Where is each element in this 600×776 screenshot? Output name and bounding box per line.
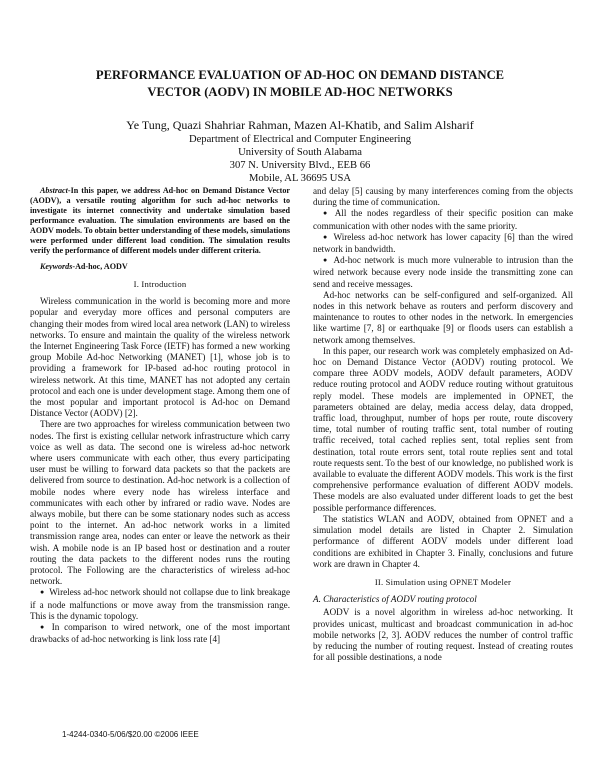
abstract-text: -In this paper, we address Ad-hoc on Demand Distance Vector (AODV), a versatile routing algorithm for such ad-hoc networks to investigate its internet connectivity and undertake simulation based performance evaluation. The simulation environments are based on the AODV models. To obtain better understanding of these models, simulations were performed under different load condition. The simulation results verify the performance of different models under different criteria. <box>30 186 290 255</box>
list-item: ● Wireless ad-hoc network should not collapse due to link breakage if a node malfunctions or move away from the transmission range. This is the dynamic topology. <box>30 587 290 622</box>
title-line-1: PERFORMANCE EVALUATION OF AD-HOC ON DEMAND DISTANCE <box>95 68 505 82</box>
section-heading-simulation: II. Simulation using OPNET Modeler <box>374 576 512 587</box>
list-item: ● In comparison to wired network, one of the most important drawbacks of ad-hoc networking is link loss rate [4] <box>30 622 290 645</box>
intro-paragraph-2: There are two approaches for wireless communication between two nodes. The first is existing cellular network infrastructure which carry voice as well as data. The second one is wireless ad-hoc network where users communicate with each other, thus every participating user must be willing to forward data packets so that the packets are delivered from source to destination. Ad-hoc network is a collection of mobile nodes where every node has wireless interface and communicates with each other by infrared or radio wave. Nodes are always mobile, but there can be some stationary nodes such as access point to the internet. An ad-hoc network works in a limited transmission range area, nodes can enter or leave the network as their wish. A mobile node is an IP based host or destination and a router routing the data packets to the different nodes runs the routing protocol. The Following are the characteristics of wireless ad-hoc network. <box>30 419 290 587</box>
continuation-paragraph: and delay [5] causing by many interferences coming from the objects during the time of communication. <box>313 186 573 208</box>
keywords-text: -Ad-hoc, AODV <box>72 262 128 271</box>
title-line-2: VECTOR (AODV) IN MOBILE AD-HOC NETWORKS <box>147 85 453 99</box>
author-block <box>40 118 560 185</box>
left-column <box>30 186 290 646</box>
subsection-heading: A. Characteristics of AODV routing protocol <box>313 594 477 605</box>
affiliation-line: Department of Electrical and Computer Engineering <box>188 134 412 145</box>
affiliation-line: 307 N. University Blvd., EEB 66 <box>229 160 371 171</box>
right-column <box>313 186 573 663</box>
keywords <box>30 262 290 272</box>
keywords-label: Keywords <box>40 262 73 271</box>
intro-paragraph-1: Wireless communication in the world is becoming more and more popular and everyday more offices and personal computers are changing their modes from wired local area network (LAN) to wireless networks. To ensure and maintain the quality of the wireless network the Internet Engineering Task Force (IETF) has formed a new working group Mobile Ad-hoc Networking (MANET) [1], whose job is to providing a framework for IP-based ad-hoc routing protocol in wireless network. At this time, MANET has not adopted any certain protocol and each one is under development stage. Among them one of the most popular and important protocol is Ad-hoc on Demand Distance Vector (AODV) [2]. <box>30 296 290 419</box>
paper-title <box>40 67 560 101</box>
body-paragraph: Ad-hoc networks can be self-configured and self-organized. All nodes in this network behave as routers and perform discovery and maintenance to routes to other nodes in the network. In emergencies like wartime [7, 8] or earthquake [9] or floods users can establish a network among themselves. <box>313 289 573 345</box>
affiliation-line: Mobile, AL 36695 USA <box>248 173 352 184</box>
abstract <box>30 186 290 256</box>
body-paragraph: In this paper, our research work was completely emphasized on Ad-hoc on Demand Distance Vector (AODV) routing protocol. We compare three AODV models, AODV default parameters, AODV reduce routing protocol and AODV reduce routing without gratuitous reply model. These models are implemented in OPNET, the parameters obtained are delay, media access delay, data dropped, traffic load, throughput, number of hops per route, route discovery time, total number of routing traffic sent, total number of routing traffic received, total cached replies sent, total replies sent from destination, total route errors sent, total route replies sent and total route requests sent. To the best of our knowledge, no published work is available to evaluate the different AODV models. This work is the first comprehensive performance evaluation of different AODV models. These models are also evaluated under different loads to get the best possible performance differences. <box>313 345 573 513</box>
body-paragraph: AODV is a novel algorithm in wireless ad-hoc networking. It provides unicast, multicast and broadcast communication in ad-hoc mobile networks [2, 3]. AODV reduces the number of control traffic by reducing the number of routing request. Instead of creating routes for all possible destinations, a node <box>313 607 573 663</box>
list-item: ● Wireless ad-hoc network has lower capacity [6] than the wired network in bandwidth. <box>313 232 573 255</box>
list-item: ● Ad-hoc network is much more vulnerable to intrusion than the wired network because every node inside the transmitting zone can send and receive messages. <box>313 255 573 290</box>
section-heading-introduction: I. Introduction <box>133 279 187 289</box>
characteristics-list <box>30 587 290 645</box>
body-paragraph: The statistics WLAN and AODV, obtained from OPNET and a simulation model details are listed in Chapter 2. Simulation performance of different AODV models under different load conditions are exhibited in Chapter 3. Finally, conclusions and future work are drawn in Chapter 4. <box>313 513 573 569</box>
copyright-footer: 1-4244-0340-5/06/$20.00 ©2006 IEEE <box>62 730 199 739</box>
list-item: ● All the nodes regardless of their specific position can make communication with other nodes with the same priority. <box>313 208 573 231</box>
author-names: Ye Tung, Quazi Shahriar Rahman, Mazen Al-Khatib, and Salim Alsharif <box>126 118 474 132</box>
characteristics-list-continued <box>313 208 573 289</box>
affiliation-line: University of South Alabama <box>238 147 362 158</box>
abstract-label: Abstract <box>40 186 68 195</box>
